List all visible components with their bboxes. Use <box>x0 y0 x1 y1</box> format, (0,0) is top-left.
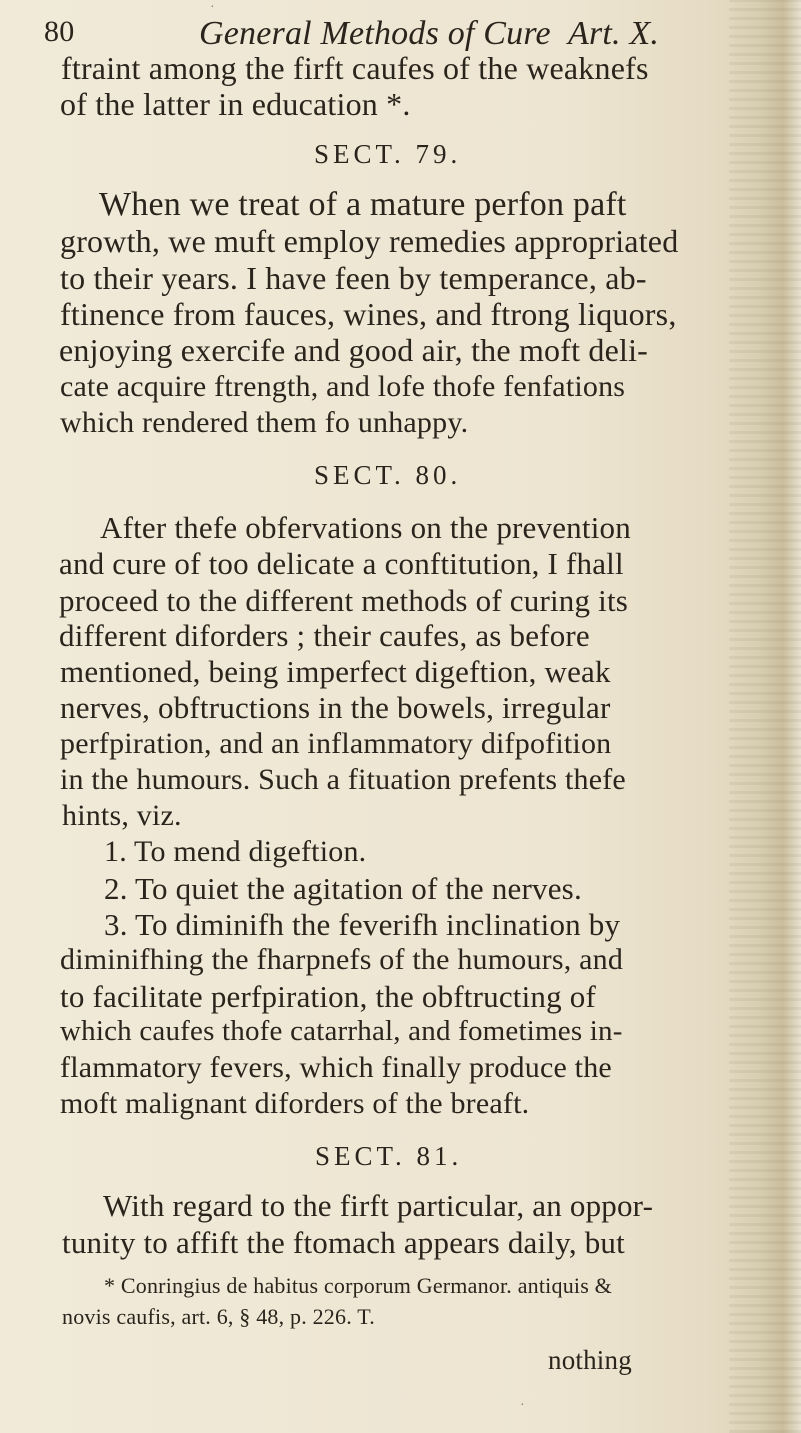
text-line: mentioned, being imperfect digeftion, weak <box>60 654 611 689</box>
text-line: perfpiration, and an inflammatory difpofition <box>60 727 612 760</box>
text-line: When we treat of a mature perfon paft <box>99 186 627 223</box>
text-line: different diforders ; their caufes, as before <box>59 618 590 653</box>
text-line: and cure of too delicate a conftitution, I fhall <box>59 546 624 581</box>
text-line: moft malignant diforders of the breaft. <box>60 1087 530 1120</box>
text-line: hints, viz. <box>62 799 182 832</box>
page-number: 80 <box>44 15 75 48</box>
text-line: diminifhing the fharpnefs of the humours, and <box>60 943 624 976</box>
text-line: With regard to the firft particular, an oppor- <box>103 1188 654 1223</box>
footnote-line: novis caufis, art. 6, § 48, p. 226. T. <box>62 1304 375 1329</box>
text-line: in the humours. Such a fituation prefents thefe <box>60 763 626 796</box>
running-title: General Methods of Cure <box>199 15 551 52</box>
scan-speck: · <box>210 0 215 15</box>
section-heading: SECT. 80. <box>314 460 462 490</box>
text-line: tunity to affift the ftomach appears daily, but <box>62 1225 625 1260</box>
list-item: 3. To diminifh the feverifh inclination by <box>104 907 621 942</box>
text-line: to their years. I have feen by temperance, ab- <box>60 260 647 296</box>
list-item: 2. To quiet the agitation of the nerves. <box>104 871 582 906</box>
text-line: ftraint among the firft caufes of the weaknefs <box>61 50 649 86</box>
page-edge <box>729 0 801 1433</box>
text-line: growth, we muft employ remedies appropriated <box>60 223 679 259</box>
text-line: ftinence from fauces, wines, and ftrong liquors, <box>60 296 677 332</box>
footnote-line: * Conringius de habitus corporum Germanor. antiquis & <box>104 1273 612 1298</box>
text-line: flammatory fevers, which finally produce the <box>60 1051 612 1084</box>
text-line: of the latter in education *. <box>60 86 411 122</box>
text-line: proceed to the different methods of curing its <box>59 583 629 618</box>
article-number: Art. X. <box>568 15 660 52</box>
text-line: nerves, obftructions in the bowels, irregular <box>60 690 611 725</box>
text-line: to facilitate perfpiration, the obftructing of <box>60 979 597 1014</box>
section-heading: SECT. 81. <box>315 1141 463 1171</box>
text-line: cate acquire ftrength, and lofe thofe fenfations <box>60 370 626 403</box>
text-line: After thefe obfervations on the prevention <box>100 510 631 545</box>
list-item: 1. To mend digeftion. <box>104 835 367 868</box>
text-line: which rendered them fo unhappy. <box>60 406 469 439</box>
text-line: enjoying exercife and good air, the moft deli- <box>59 332 649 368</box>
scan-speck: · <box>520 1398 525 1413</box>
text-line: which caufes thofe catarrhal, and fometimes in- <box>60 1015 623 1047</box>
section-heading: SECT. 79. <box>314 139 462 169</box>
catchword: nothing <box>548 1345 632 1375</box>
